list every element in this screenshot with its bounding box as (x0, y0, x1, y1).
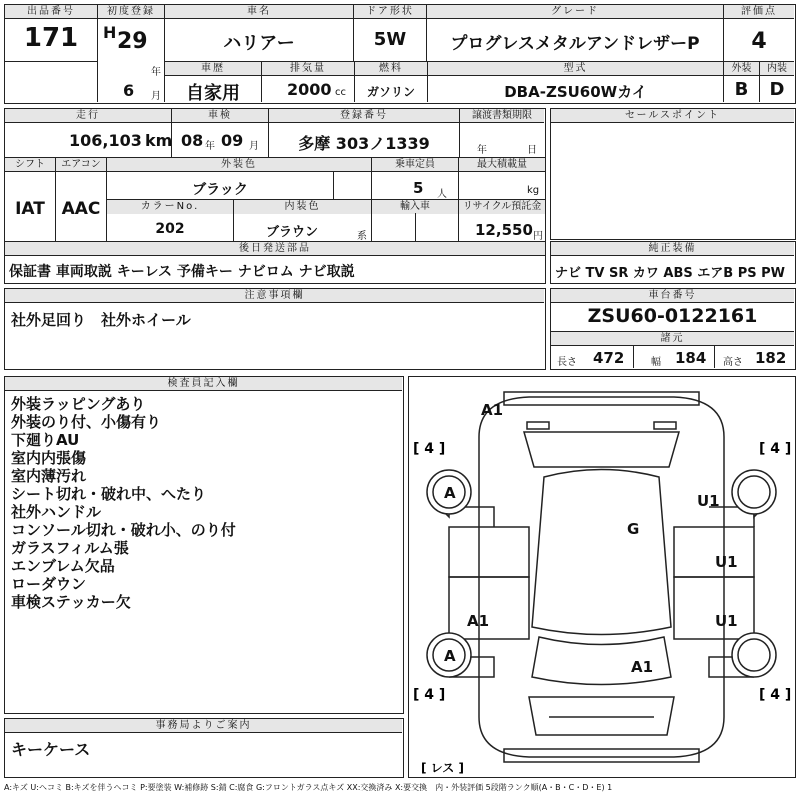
inspector-line: ローダウン (11, 575, 87, 593)
transfer-day: 日 (527, 145, 537, 156)
recycle-label: リサイクル預託金 (459, 200, 545, 214)
reg-month: 6 (123, 81, 135, 100)
lot-label: 出品番号 (5, 5, 97, 19)
load-unit: kg (527, 185, 540, 196)
inspector-line: 車検ステッカー欠 (11, 593, 131, 611)
color-no: 202 (155, 221, 185, 237)
tire-rl: [ 4 ] (413, 687, 446, 703)
color-no-label: カラーNo. (107, 200, 233, 214)
mark-a1-rear: A1 (631, 658, 654, 676)
reg-era: H (103, 23, 117, 42)
ac-label: エアコン (56, 158, 106, 172)
inspector-line: コンソール切れ・破れ小、のり付 (11, 521, 236, 539)
inspector-line: 室内内張傷 (11, 449, 87, 467)
equip-block (550, 241, 796, 284)
reg-label: 初度登録 (98, 5, 164, 19)
int-grade: D (769, 79, 785, 100)
notes-value: 社外足回り 社外ホイール (11, 311, 191, 329)
recycle: 12,550 (475, 221, 533, 239)
inspector-line: シート切れ・破れ中、へたり (11, 485, 207, 503)
inspector-line: エンブレム欠品 (11, 557, 115, 575)
door-label: ドア形状 (354, 5, 426, 19)
len-label: 長さ (557, 357, 577, 368)
hgt-label: 高さ (723, 357, 743, 368)
len-value: 472 (593, 349, 625, 367)
inspect-label: 車検 (172, 109, 268, 123)
int-color-label: 内装色 (234, 200, 371, 214)
mark-a1-lrear: A1 (467, 612, 490, 630)
tire-fl: [ 4 ] (413, 441, 446, 457)
fuel: ガソリン (366, 85, 415, 99)
history: 自家用 (186, 83, 240, 104)
inspect-year-unit: 年 (205, 141, 215, 152)
notes-block (4, 288, 546, 370)
header-block (4, 4, 796, 104)
model-label: 型式 (428, 62, 723, 76)
import-label: 輸入車 (372, 200, 458, 214)
mark-a1-front: A1 (481, 401, 504, 419)
office-label: 事務局よりご案内 (5, 719, 402, 733)
car-diagram-svg (409, 377, 794, 776)
mark-g-glass: G (627, 520, 640, 538)
grade-label: グレード (427, 5, 723, 19)
plate-label: 登録番号 (269, 109, 459, 123)
mark-u1-rrear: U1 (715, 612, 738, 630)
recycle-unit: 円 (533, 231, 543, 242)
load-label: 最大積載量 (459, 158, 545, 172)
parts-label: 後日発送部品 (5, 242, 545, 256)
shift-label: シフト (5, 158, 55, 172)
transfer-year: 年 (477, 145, 487, 156)
tire-rr: [ 4 ] (759, 687, 792, 703)
score: 4 (751, 29, 767, 54)
inspector-line: 室内薄汚れ (11, 467, 87, 485)
inspector-line: ガラスフィルム張 (11, 539, 129, 557)
disp-label: 排気量 (262, 62, 354, 76)
inspect-year: 08 (181, 131, 204, 150)
tire-fr: [ 4 ] (759, 441, 792, 457)
equip-label: 純正装備 (551, 242, 794, 256)
grade: プログレスメタルアンドレザーP (450, 34, 700, 54)
chassis-label: 車台番号 (551, 289, 794, 303)
inspect-month-unit: 月 (249, 141, 259, 152)
inspector-line: 外装のり付、小傷有り (11, 413, 162, 431)
reg-month-unit: 月 (151, 91, 161, 102)
mark-u1-rdoor: U1 (715, 553, 738, 571)
transfer-label: 譲渡書類期限 (460, 109, 544, 123)
color-label: 外装色 (107, 158, 371, 172)
name-label: 車名 (165, 5, 353, 19)
int-label: 内装 (760, 62, 794, 76)
inspector-block (4, 376, 404, 714)
mark-a-fl: A (444, 484, 456, 502)
reg-year: 29 (117, 29, 148, 54)
int-color: ブラウン (265, 225, 318, 240)
equip-value: ナビ TV SR カワ ABS エアB PS PW (555, 266, 785, 281)
inspect-month: 09 (221, 131, 244, 150)
model: DBA-ZSU60Wカイ (504, 83, 647, 101)
office-block (4, 718, 404, 778)
ac: AAC (61, 199, 101, 219)
mark-a-rl: A (444, 647, 456, 665)
history-label: 車歴 (165, 62, 261, 76)
parts-value: 保証書 車両取説 キーレス 予備キー ナビロム ナビ取説 (9, 264, 355, 280)
inspector-line: 外装ラッピングあり (11, 395, 146, 413)
wid-value: 184 (675, 349, 707, 367)
legend: A:キズ U:ヘコミ B:キズを伴うヘコミ P:要塗装 W:補修跡 S:錆 C:腐食 G:フロントガラス点キズ XX:交換済み X:要交換 内・外装評価 5段階ランク順(A・B・C・D・E) 1 (4, 783, 613, 792)
office-value: キーケース (11, 740, 91, 759)
plate: 多摩 303ノ1339 (298, 134, 430, 153)
capacity-unit: 人 (437, 189, 447, 200)
sales-block (550, 108, 796, 240)
ext-grade: B (734, 79, 749, 100)
disp-unit: cc (335, 87, 346, 98)
chassis-block (550, 288, 796, 370)
inspector-line: 下廻りAU (11, 431, 80, 449)
chassis-value: ZSU60-0122161 (587, 305, 758, 327)
door-type: 5W (373, 29, 407, 50)
spare-tire: [ レス ] (421, 761, 464, 775)
mileage-unit: km (145, 131, 173, 150)
notes-label: 注意事項欄 (5, 289, 544, 303)
capacity: 5 (413, 179, 424, 197)
spec-label: 諸元 (551, 332, 794, 346)
mark-u1-fr: U1 (697, 492, 720, 510)
int-color-unit: 系 (357, 231, 367, 242)
inspector-lines (11, 395, 236, 611)
color: ブラック (192, 182, 248, 198)
damage-diagram (408, 376, 796, 778)
inspector-label: 検査員記入欄 (5, 377, 402, 391)
capacity-label: 乗車定員 (372, 158, 458, 172)
mileage: 106,103 (69, 131, 142, 150)
inspector-line: 社外ハンドル (11, 503, 102, 521)
sales-label: セールスポイント (551, 109, 794, 123)
hgt-value: 182 (755, 349, 787, 367)
score-label: 評価点 (724, 5, 794, 19)
wid-label: 幅 (651, 357, 661, 368)
lot-number: 171 (23, 23, 79, 53)
car-name: ハリアー (223, 33, 295, 54)
ext-label: 外装 (724, 62, 759, 76)
fuel-label: 燃料 (355, 62, 427, 76)
shift: IAT (15, 199, 45, 219)
mileage-label: 走行 (5, 109, 171, 123)
detail-block (4, 108, 546, 284)
displacement: 2000 (287, 80, 332, 99)
reg-year-unit: 年 (151, 67, 161, 78)
